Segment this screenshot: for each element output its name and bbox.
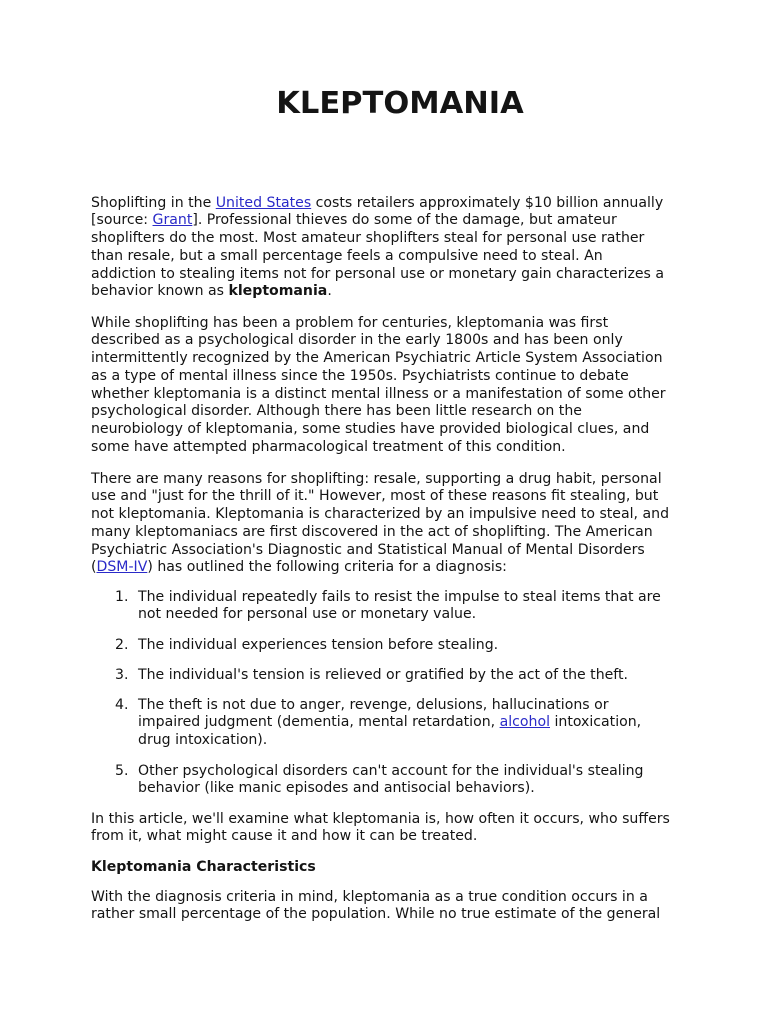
line-text: behavior known as <box>91 283 229 300</box>
section-heading: Kleptomania Characteristics <box>91 858 316 875</box>
criteria-text <box>138 763 644 799</box>
line-text: intoxication, <box>550 714 642 731</box>
criteria-number: 4. <box>115 696 129 713</box>
paragraph-line: While shoplifting has been a problem for centuries, kleptomania was first <box>91 314 609 331</box>
criteria-line: The individual experiences tension before stealing. <box>138 636 499 653</box>
paragraph-line <box>91 212 664 230</box>
line-text: [source: <box>91 212 153 229</box>
paragraph-line: from it, what might cause it and how it can be treated. <box>91 828 478 845</box>
link-grant[interactable]: Grant <box>152 212 193 229</box>
criteria-text <box>138 589 661 625</box>
criteria-number: 3. <box>115 666 129 683</box>
link-alcohol[interactable]: alcohol <box>499 714 550 731</box>
paragraph-line: described as a psychological disorder in the early 1800s and has been only <box>91 332 623 349</box>
paragraph-line: some have attempted pharmacological treatment of this condition. <box>91 438 566 455</box>
line-text: ]. Professional thieves do some of the damage, but amateur <box>192 212 617 229</box>
page-title: KLEPTOMANIA <box>276 85 524 121</box>
paragraph-line: psychological disorder. Although there has been little research on the <box>91 403 582 420</box>
paragraph-line <box>91 283 664 301</box>
criteria-text <box>138 697 641 750</box>
line-text: ( <box>91 559 97 576</box>
criteria-number: 1. <box>115 588 129 605</box>
link-dsm-iv[interactable]: DSM-IV <box>96 559 148 576</box>
paragraph-line: many kleptomaniacs are first discovered in the act of shoplifting. The American <box>91 523 653 540</box>
criteria-line: The theft is not due to anger, revenge, delusions, hallucinations or <box>138 696 609 713</box>
line-text: Shoplifting in the <box>91 194 216 211</box>
criteria-item <box>115 667 628 685</box>
line-text: impaired judgment (dementia, mental retardation, <box>138 714 500 731</box>
paragraph-line: Psychiatric Association's Diagnostic and Statistical Manual of Mental Disorders <box>91 541 645 558</box>
criteria-item <box>115 697 641 750</box>
paragraph-line: not kleptomania. Kleptomania is characterized by an impulsive need to steal, and <box>91 506 670 523</box>
criteria-line: not needed for personal use or monetary value. <box>138 606 477 623</box>
paragraph-line: With the diagnosis criteria in mind, kleptomania as a true condition occurs in a <box>91 888 648 905</box>
line-text: . <box>327 283 332 300</box>
paragraph-line: rather small percentage of the population. While no true estimate of the general <box>91 906 661 923</box>
link-united-states[interactable]: United States <box>215 194 312 211</box>
paragraph-line <box>91 195 664 213</box>
history-paragraph <box>91 315 666 457</box>
line-text: ) has outlined the following criteria for a diagnosis: <box>147 559 507 576</box>
criteria-text <box>138 637 498 655</box>
paragraph-line: intermittently recognized by the American Psychiatric Article System Association <box>91 350 663 367</box>
criteria-item <box>115 763 644 799</box>
criteria-line <box>138 714 641 732</box>
paragraph-line: whether kleptomania is a distinct mental illness or a manifestation of some other <box>91 385 666 402</box>
paragraph-line <box>91 559 669 577</box>
intro-paragraph <box>91 195 664 302</box>
criteria-line: The individual's tension is relieved or gratified by the act of the theft. <box>138 666 629 683</box>
paragraph-line: than resale, but a small percentage feels a compulsive need to steal. An <box>91 247 603 264</box>
overview-paragraph <box>91 811 670 847</box>
criteria-line: Other psychological disorders can't account for the individual's stealing <box>138 762 644 779</box>
paragraph-line: as a type of mental illness since the 1950s. Psychiatrists continue to debate <box>91 367 629 384</box>
paragraph-line: addiction to stealing items not for personal use or monetary gain characterizes a <box>91 265 664 282</box>
paragraph-line: There are many reasons for shoplifting: resale, supporting a drug habit, personal <box>91 470 662 487</box>
line-text: costs retailers approximately $10 billion annually <box>311 194 664 211</box>
criteria-text <box>138 667 628 685</box>
criteria-item <box>115 637 498 655</box>
characteristics-paragraph <box>91 889 660 925</box>
criteria-number: 2. <box>115 636 129 653</box>
paragraph-line: use and "just for the thrill of it." However, most of these reasons fit stealing, but <box>91 488 659 505</box>
reasons-paragraph <box>91 471 669 578</box>
paragraph-line: shoplifters do the most. Most amateur shoplifters steal for personal use rather <box>91 230 645 247</box>
paragraph-line: In this article, we'll examine what kleptomania is, how often it occurs, who suffers <box>91 810 670 827</box>
criteria-line: drug intoxication). <box>138 732 268 749</box>
paragraph-line: neurobiology of kleptomania, some studies have provided biological clues, and <box>91 421 650 438</box>
criteria-line: behavior (like manic episodes and antisocial behaviors). <box>138 780 535 797</box>
criteria-item <box>115 589 661 625</box>
criteria-number: 5. <box>115 762 129 779</box>
criteria-line: The individual repeatedly fails to resist the impulse to steal items that are <box>138 588 661 605</box>
bold-term-kleptomania: kleptomania <box>228 283 328 300</box>
